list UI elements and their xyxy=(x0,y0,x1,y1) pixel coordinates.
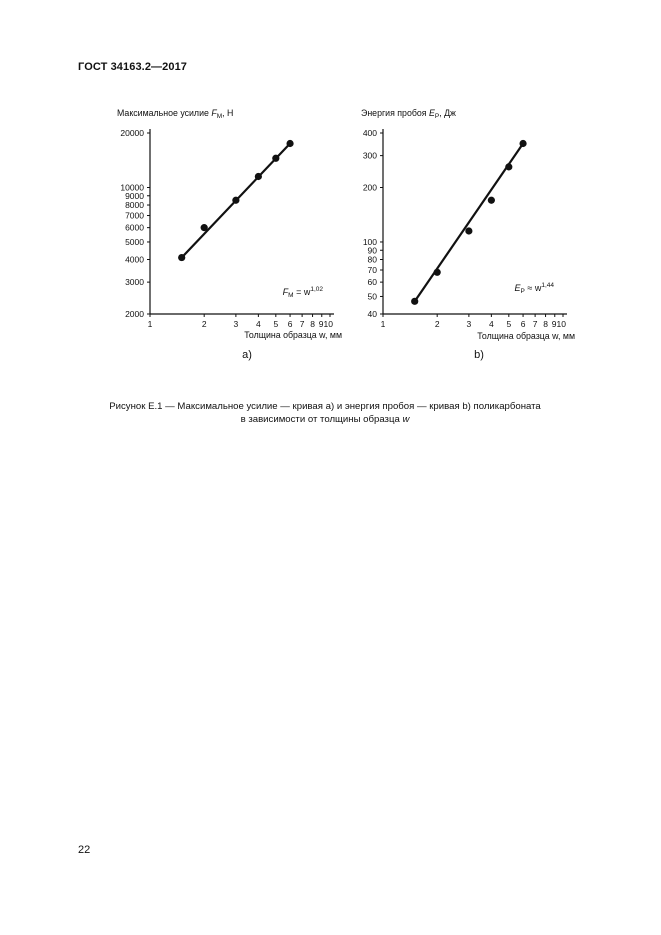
eq-symbol: E xyxy=(514,283,521,293)
y-tick-label-b: 200 xyxy=(362,182,377,193)
equation-annotation-b xyxy=(515,282,555,295)
eq-relation: = w xyxy=(293,287,311,297)
data-point-a xyxy=(178,254,185,261)
ylabel-main: Энергия пробоя xyxy=(361,108,429,118)
x-tick-label-a: 7 xyxy=(299,319,305,329)
panel-label-a: а) xyxy=(242,349,252,361)
document-header: ГОСТ 34163.2—2017 xyxy=(78,61,188,73)
y-tick-label-a: 2000 xyxy=(125,309,144,319)
eq-exponent: 1,44 xyxy=(541,282,554,289)
eq-subscript: M xyxy=(288,292,294,299)
y-tick-label-b: 40 xyxy=(367,309,377,319)
ylabel-unit: , Дж xyxy=(439,108,456,118)
y-axis-label-b xyxy=(361,108,456,120)
x-axis-label-a: Толщина образца w, мм xyxy=(244,330,342,340)
eq-symbol: F xyxy=(282,287,289,297)
data-point-b xyxy=(488,197,495,204)
x-tick-label-b: 910 xyxy=(551,319,566,329)
y-tick-label-a: 3000 xyxy=(125,277,144,288)
x-tick-label-b: 8 xyxy=(543,319,548,329)
x-tick-label-a: 8 xyxy=(310,319,315,329)
y-tick-label-a: 4000 xyxy=(125,254,144,265)
y-tick-label-b: 80 xyxy=(367,254,377,265)
x-tick-label-b: 1 xyxy=(380,319,386,329)
chart-b xyxy=(361,108,575,361)
data-point-b xyxy=(434,269,441,276)
y-tick-label-b: 50 xyxy=(367,291,377,302)
chart-a xyxy=(117,108,342,361)
equation-annotation-a xyxy=(283,286,324,299)
figure-caption xyxy=(70,401,580,426)
y-axis-label-a xyxy=(117,108,233,120)
ylabel-subscript: M xyxy=(216,113,223,120)
y-tick-label-a: 9000 xyxy=(125,190,144,201)
data-point-b xyxy=(505,163,512,170)
x-tick-label-a: 3 xyxy=(233,319,239,329)
ylabel-unit: , Н xyxy=(222,108,234,118)
data-point-b xyxy=(519,140,526,147)
x-tick-label-a: 6 xyxy=(287,319,293,329)
x-tick-label-a: 4 xyxy=(256,319,261,329)
x-tick-label-b: 5 xyxy=(506,319,512,329)
data-point-a xyxy=(272,155,279,162)
x-tick-label-a: 910 xyxy=(318,319,333,329)
y-tick-label-a: 10000 xyxy=(120,182,144,193)
y-tick-label-b: 100 xyxy=(362,236,377,247)
x-tick-label-b: 7 xyxy=(532,319,538,329)
y-tick-label-a: 7000 xyxy=(125,210,144,221)
y-tick-label-a: 6000 xyxy=(125,222,144,233)
ylabel-symbol: F xyxy=(211,108,217,118)
x-tick-label-a: 5 xyxy=(273,319,279,329)
caption-line-2-text: в зависимости от толщины образца xyxy=(240,413,403,425)
ylabel-symbol: E xyxy=(428,108,435,118)
x-tick-label-a: 1 xyxy=(147,319,153,329)
y-tick-label-a: 5000 xyxy=(125,236,144,247)
figure-charts xyxy=(0,0,661,380)
y-tick-label-b: 60 xyxy=(367,277,377,288)
y-tick-label-b: 70 xyxy=(367,265,377,276)
ylabel-subscript: P xyxy=(434,113,440,120)
ylabel-main: Максимальное усилие xyxy=(117,108,212,118)
x-axis-label-b: Толщина образца w, мм xyxy=(477,331,575,341)
y-tick-label-a: 8000 xyxy=(125,200,144,211)
data-point-a xyxy=(255,173,262,180)
data-point-b xyxy=(465,227,472,234)
x-tick-label-b: 3 xyxy=(466,319,472,329)
panel-label-b: b) xyxy=(474,349,484,361)
eq-exponent: 1,02 xyxy=(310,286,323,293)
data-point-a xyxy=(232,197,239,204)
x-tick-label-b: 2 xyxy=(434,319,440,329)
x-tick-label-b: 6 xyxy=(520,319,526,329)
caption-line-1: Рисунок Е.1 — Максимальное усилие — кривая а) и энергия пробоя — кривая b) поликарбоната xyxy=(109,401,541,412)
eq-relation: ≈ w xyxy=(524,283,542,293)
data-point-a xyxy=(286,140,293,147)
y-tick-label-b: 300 xyxy=(362,150,377,161)
caption-line-2 xyxy=(70,414,580,427)
y-tick-label-b: 90 xyxy=(367,245,377,256)
eq-subscript: P xyxy=(520,288,525,295)
data-point-b xyxy=(411,298,418,305)
y-tick-label-a: 20000 xyxy=(120,128,144,138)
x-tick-label-a: 2 xyxy=(201,319,207,329)
caption-variable: w xyxy=(402,413,410,425)
data-point-a xyxy=(201,224,208,231)
page-number: 22 xyxy=(78,844,91,856)
y-tick-label-b: 400 xyxy=(362,128,377,138)
x-tick-label-b: 4 xyxy=(489,319,494,329)
